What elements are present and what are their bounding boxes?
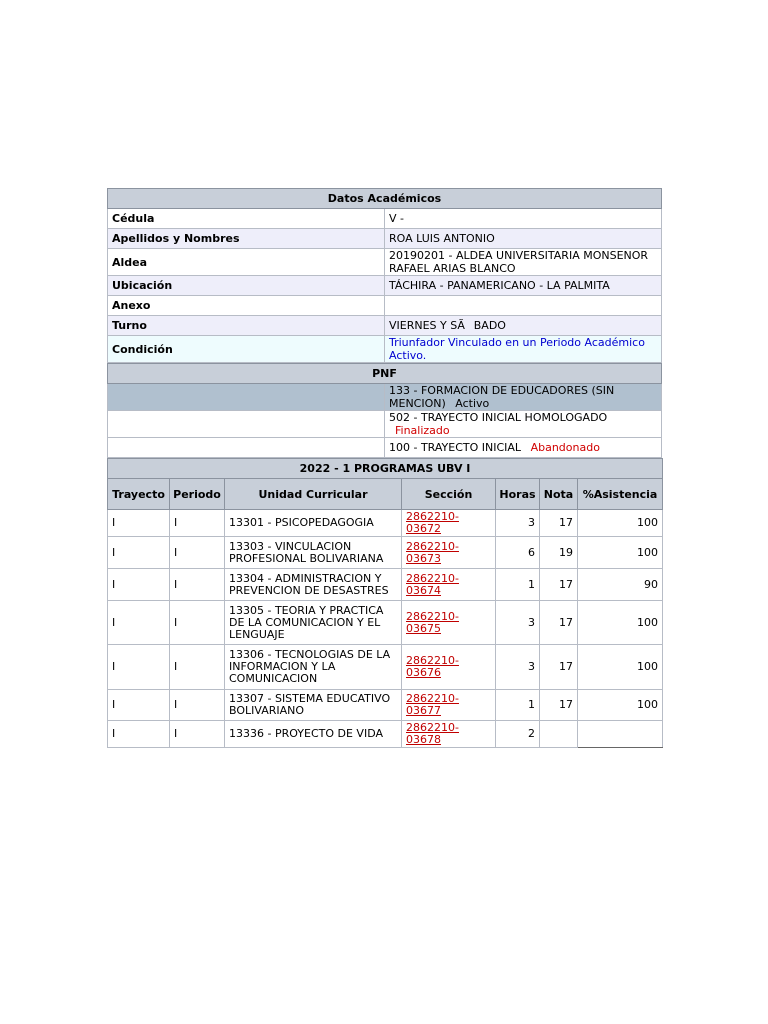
cell-horas: 2 bbox=[496, 721, 540, 748]
cell-asistencia: 100 bbox=[578, 510, 663, 537]
cell-unidad: 13305 - TEORIA Y PRACTICA DE LA COMUNICACION Y EL LENGUAJE bbox=[225, 601, 402, 645]
cell-seccion bbox=[402, 569, 496, 601]
academic-record bbox=[107, 188, 662, 748]
cell-nota bbox=[540, 721, 578, 748]
cell-seccion bbox=[402, 721, 496, 748]
cell-horas: 1 bbox=[496, 569, 540, 601]
ubicacion-label: Ubicación bbox=[108, 276, 385, 296]
seccion-link[interactable]: 2862210-03676 bbox=[406, 654, 459, 679]
condicion-value: Triunfador Vinculado en un Periodo Académico Activo. bbox=[385, 336, 662, 363]
seccion-link[interactable]: 2862210-03673 bbox=[406, 539, 459, 565]
table-row bbox=[108, 601, 663, 645]
turno-label: Turno bbox=[108, 316, 385, 336]
pnf-item bbox=[108, 438, 662, 458]
cell-periodo: I bbox=[170, 537, 225, 569]
cell-asistencia: 90 bbox=[578, 569, 663, 601]
cell-nota: 17 bbox=[540, 601, 578, 645]
cell-trayecto: I bbox=[108, 537, 170, 569]
cell-seccion bbox=[402, 645, 496, 690]
pnf-name: 133 - FORMACION DE EDUCADORES (SIN MENCION) bbox=[389, 384, 615, 410]
nombres-label: Apellidos y Nombres bbox=[108, 229, 385, 249]
cell-horas: 3 bbox=[496, 601, 540, 645]
cedula-label: Cédula bbox=[108, 209, 385, 229]
cell-asistencia bbox=[578, 721, 663, 748]
seccion-link[interactable]: 2862210-03678 bbox=[406, 721, 459, 746]
cell-trayecto: I bbox=[108, 645, 170, 690]
cell-nota: 17 bbox=[540, 569, 578, 601]
cell-trayecto: I bbox=[108, 569, 170, 601]
cell-unidad: 13301 - PSICOPEDAGOGIA bbox=[225, 510, 402, 537]
seccion-link[interactable]: 2862210-03672 bbox=[406, 510, 459, 535]
pnf-name: 502 - TRAYECTO INICIAL HOMOLOGADO bbox=[389, 411, 608, 424]
seccion-link[interactable]: 2862210-03674 bbox=[406, 571, 459, 597]
cell-periodo: I bbox=[170, 721, 225, 748]
col-unidad: Unidad Curricular bbox=[225, 479, 402, 510]
pnf-status: Abandonado bbox=[530, 441, 600, 454]
cell-unidad: 13303 - VINCULACION PROFESIONAL BOLIVARIANA bbox=[225, 537, 402, 569]
cell-seccion bbox=[402, 510, 496, 537]
aldea-value: 20190201 - ALDEA UNIVERSITARIA MONSENOR RAFAEL ARIAS BLANCO bbox=[385, 249, 662, 276]
table-row bbox=[108, 537, 663, 569]
pnf-name: 100 - TRAYECTO INICIAL bbox=[389, 441, 522, 454]
table-row bbox=[108, 645, 663, 690]
cell-periodo: I bbox=[170, 510, 225, 537]
pnf-item bbox=[108, 411, 662, 438]
programas-title: 2022 - 1 PROGRAMAS UBV I bbox=[108, 459, 663, 479]
cell-seccion bbox=[402, 537, 496, 569]
datos-academicos-table bbox=[107, 188, 662, 363]
cell-horas: 3 bbox=[496, 510, 540, 537]
cedula-value: V - bbox=[385, 209, 662, 229]
condicion-label: Condición bbox=[108, 336, 385, 363]
col-seccion: Sección bbox=[402, 479, 496, 510]
cell-periodo: I bbox=[170, 601, 225, 645]
pnf-table bbox=[107, 363, 662, 458]
cell-seccion bbox=[402, 601, 496, 645]
col-nota: Nota bbox=[540, 479, 578, 510]
cell-nota: 17 bbox=[540, 690, 578, 721]
seccion-link[interactable]: 2862210-03675 bbox=[406, 609, 459, 635]
cell-asistencia: 100 bbox=[578, 690, 663, 721]
cell-nota: 17 bbox=[540, 510, 578, 537]
pnf-status: Finalizado bbox=[395, 424, 450, 437]
cell-trayecto: I bbox=[108, 601, 170, 645]
cell-nota: 19 bbox=[540, 537, 578, 569]
cell-unidad: 13307 - SISTEMA EDUCATIVO BOLIVARIANO bbox=[225, 690, 402, 721]
cell-asistencia: 100 bbox=[578, 537, 663, 569]
cell-unidad: 13304 - ADMINISTRACION Y PREVENCION DE DESASTRES bbox=[225, 569, 402, 601]
pnf-status: Activo bbox=[455, 397, 490, 410]
anexo-label: Anexo bbox=[108, 296, 385, 316]
cell-trayecto: I bbox=[108, 510, 170, 537]
cell-horas: 6 bbox=[496, 537, 540, 569]
seccion-link[interactable]: 2862210-03677 bbox=[406, 692, 459, 717]
pnf-item bbox=[108, 384, 662, 411]
aldea-label: Aldea bbox=[108, 249, 385, 276]
cell-trayecto: I bbox=[108, 690, 170, 721]
cell-unidad: 13306 - TECNOLOGIAS DE LA INFORMACION Y LA COMUNICACION bbox=[225, 645, 402, 690]
cell-horas: 1 bbox=[496, 690, 540, 721]
table-row bbox=[108, 690, 663, 721]
col-horas: Horas bbox=[496, 479, 540, 510]
cell-horas: 3 bbox=[496, 645, 540, 690]
nombres-value: ROA LUIS ANTONIO bbox=[385, 229, 662, 249]
cell-nota: 17 bbox=[540, 645, 578, 690]
cell-trayecto: I bbox=[108, 721, 170, 748]
table-row bbox=[108, 721, 663, 748]
cell-periodo: I bbox=[170, 645, 225, 690]
cell-seccion bbox=[402, 690, 496, 721]
col-trayecto: Trayecto bbox=[108, 479, 170, 510]
cell-unidad: 13336 - PROYECTO DE VIDA bbox=[225, 721, 402, 748]
col-periodo: Periodo bbox=[170, 479, 225, 510]
table-row bbox=[108, 510, 663, 537]
col-asistencia: %Asistencia bbox=[578, 479, 663, 510]
cell-periodo: I bbox=[170, 569, 225, 601]
table-row bbox=[108, 569, 663, 601]
pnf-title: PNF bbox=[108, 364, 662, 384]
datos-academicos-title: Datos Académicos bbox=[108, 189, 662, 209]
turno-value: VIERNES Y SÃBADO bbox=[385, 316, 662, 336]
ubicacion-value: TÁCHIRA - PANAMERICANO - LA PALMITA bbox=[385, 276, 662, 296]
cell-periodo: I bbox=[170, 690, 225, 721]
cell-asistencia: 100 bbox=[578, 601, 663, 645]
cell-asistencia: 100 bbox=[578, 645, 663, 690]
programas-table bbox=[107, 458, 663, 748]
anexo-value bbox=[385, 296, 662, 316]
